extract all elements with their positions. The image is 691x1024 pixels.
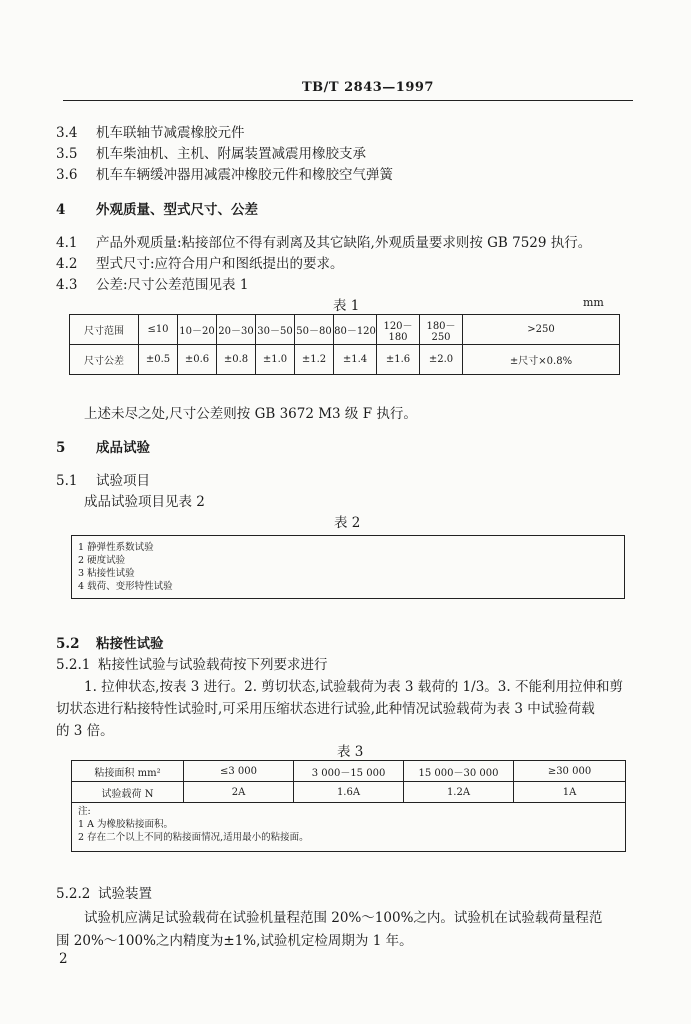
document-code: TB/T 2843—1997 bbox=[302, 80, 434, 95]
table-3-row-label: 粘接面积 mm² bbox=[72, 761, 184, 782]
page-number: 2 bbox=[59, 951, 68, 967]
table-1-cell: ±0.8 bbox=[217, 345, 256, 375]
table-1 bbox=[69, 314, 620, 375]
table-1-cell: ≤10 bbox=[139, 315, 178, 345]
item-3-6: 3.6 机车车辆缓冲器用减震冲橡胶元件和橡胶空气弹簧 bbox=[56, 167, 393, 183]
table-3-note: 1 A 为橡胶粘接面积。 bbox=[78, 819, 173, 830]
table-1-row-label: 尺寸公差 bbox=[70, 345, 139, 375]
table-1-cell: ±1.4 bbox=[334, 345, 377, 375]
table-2-caption: 表 2 bbox=[334, 515, 361, 531]
clause-5-1-text: 成品试验项目见表 2 bbox=[84, 494, 205, 510]
table-3-note-title: 注: bbox=[78, 806, 91, 817]
clause-5-2-1-para: 1. 拉伸状态,按表 3 进行。2. 剪切状态,试验载荷为表 3 载荷的 1/3。3. 不能利用拉伸和剪 bbox=[84, 679, 623, 695]
clause-5-2-1: 5.2.1 粘接性试验与试验载荷按下列要求进行 bbox=[56, 657, 328, 673]
table-3-row-load bbox=[72, 782, 626, 803]
table-1-cell: 10－20 bbox=[178, 315, 217, 345]
table-1-cell: 80－120 bbox=[334, 315, 377, 345]
table-1-cell: >250 bbox=[463, 315, 620, 345]
item-3-5: 3.5 机车柴油机、主机、附属装置减震用橡胶支承 bbox=[56, 146, 366, 162]
table-3-cell: 1.2A bbox=[404, 782, 514, 803]
table-3-cell: ≤3 000 bbox=[184, 761, 294, 782]
clause-5-2-1-para: 的 3 倍。 bbox=[56, 723, 114, 739]
table-1-cell: 120－180 bbox=[377, 315, 420, 345]
table-3-cell: 2A bbox=[184, 782, 294, 803]
table-3-caption: 表 3 bbox=[337, 744, 364, 760]
table-3-note: 2 存在二个以上不同的粘接面情况,适用最小的粘接面。 bbox=[78, 832, 309, 843]
table-2-item: 2 硬度试验 bbox=[78, 555, 126, 566]
clause-5-2-1-para: 切状态进行粘接特性试验时,可采用压缩状态进行试验,此种情况试验载荷为表 3 中试验荷载 bbox=[56, 701, 595, 717]
table-1-caption: 表 1 bbox=[333, 298, 360, 314]
table-3-cell: 1.6A bbox=[294, 782, 404, 803]
table-1-cell: ±0.6 bbox=[178, 345, 217, 375]
clause-5-2-2-para: 试验机应满足试验载荷在试验机量程范围 20%～100%之内。试验机在试验载荷量程范 bbox=[84, 910, 603, 926]
clause-5-2-2: 5.2.2 试验装置 bbox=[56, 886, 152, 902]
table-3-cell: ≥30 000 bbox=[514, 761, 626, 782]
table-3-cell: 15 000－30 000 bbox=[404, 761, 514, 782]
clause-4-3: 4.3 公差:尺寸公差范围见表 1 bbox=[56, 277, 249, 293]
table-3-notes bbox=[72, 803, 626, 852]
table-1-cell: 180－250 bbox=[420, 315, 463, 345]
header-rule bbox=[63, 100, 633, 101]
clause-5-2-2-para: 围 20%～100%之内精度为±1%,试验机定检周期为 1 年。 bbox=[56, 933, 413, 949]
table-2-item: 4 载荷、变形特性试验 bbox=[78, 581, 173, 592]
table-1-cell: ±1.2 bbox=[295, 345, 334, 375]
table-1-cell: ±尺寸×0.8% bbox=[463, 345, 620, 375]
section-4-heading: 4 外观质量、型式尺寸、公差 bbox=[56, 202, 258, 218]
table-1-cell: 30－50 bbox=[256, 315, 295, 345]
table-1-cell: ±0.5 bbox=[139, 345, 178, 375]
clause-4-1: 4.1 产品外观质量:粘接部位不得有剥离及其它缺陷,外观质量要求则按 GB 7529 执行。 bbox=[56, 235, 592, 251]
table-1-row-range bbox=[70, 315, 620, 345]
table-1-unit: mm bbox=[583, 296, 604, 309]
clause-4-2: 4.2 型式尺寸:应符合用户和图纸提出的要求。 bbox=[56, 256, 344, 272]
table-3-cell: 1A bbox=[514, 782, 626, 803]
table-3-cell: 3 000－15 000 bbox=[294, 761, 404, 782]
table-3-notes-row bbox=[72, 803, 626, 852]
table-1-cell: ±1.6 bbox=[377, 345, 420, 375]
clause-5-1: 5.1 试验项目 bbox=[56, 473, 150, 489]
table-3-row-area bbox=[72, 761, 626, 782]
table-1-cell: ±2.0 bbox=[420, 345, 463, 375]
table-3-row-label: 试验载荷 N bbox=[72, 782, 184, 803]
table-3 bbox=[71, 760, 626, 852]
table-1-cell: 50－80 bbox=[295, 315, 334, 345]
table-1-cell: ±1.0 bbox=[256, 345, 295, 375]
table-2 bbox=[71, 535, 625, 599]
item-3-4: 3.4 机车联轴节减震橡胶元件 bbox=[56, 125, 245, 141]
table-2-item: 1 静弹性系数试验 bbox=[78, 542, 154, 553]
table-1-row-tolerance bbox=[70, 345, 620, 375]
table-1-row-label: 尺寸范围 bbox=[70, 315, 139, 345]
section-5-heading: 5 成品试验 bbox=[56, 440, 150, 456]
table-1-cell: 20－30 bbox=[217, 315, 256, 345]
clause-5-2: 5.2 粘接性试验 bbox=[56, 636, 164, 652]
table-2-item: 3 粘接性试验 bbox=[78, 568, 135, 579]
table-1-footnote: 上述未尽之处,尺寸公差则按 GB 3672 M3 级 F 执行。 bbox=[84, 406, 417, 422]
